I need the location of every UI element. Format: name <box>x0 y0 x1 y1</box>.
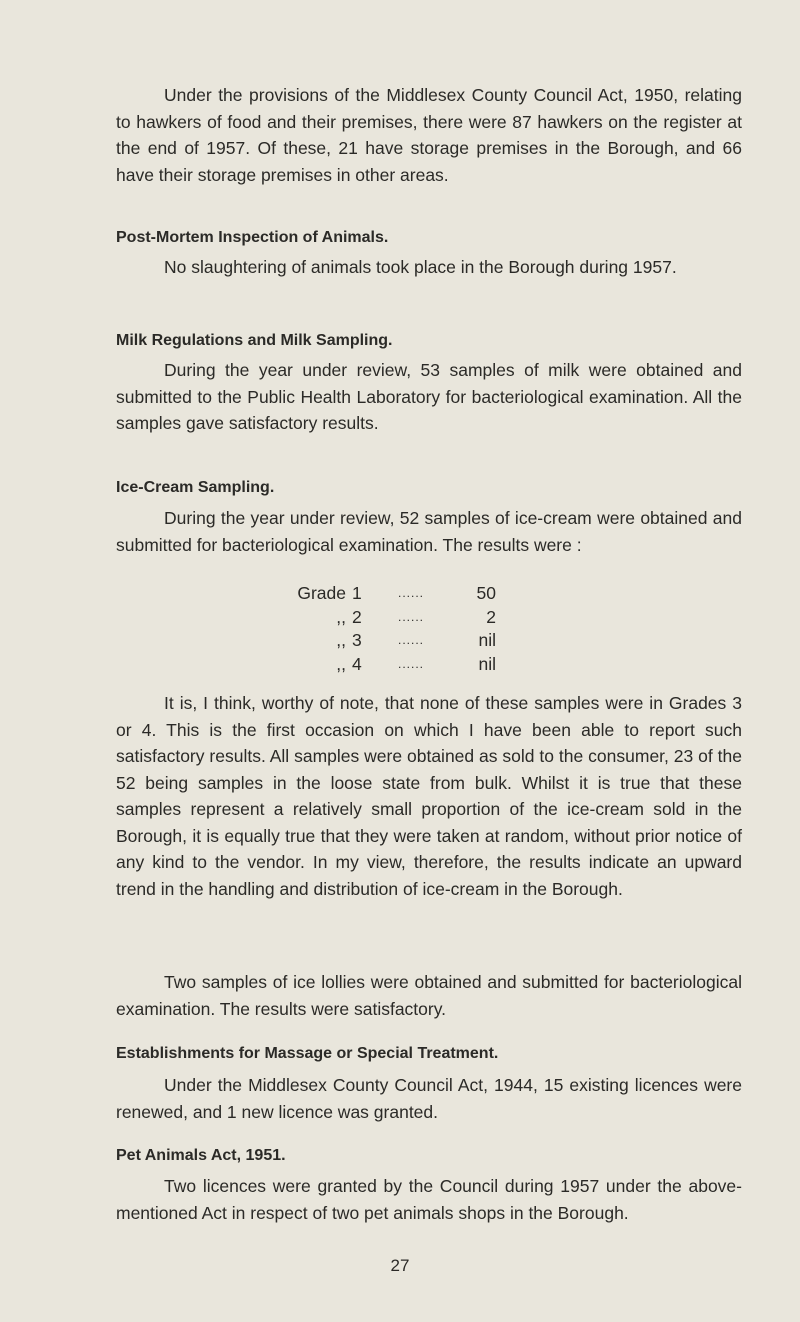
icecream-text: During the year under review, 52 samples of ice-cream were obtained and submitted for bacteriological examination. The results were : <box>116 508 742 555</box>
grade-row <box>280 582 496 606</box>
massage-section <box>116 1043 742 1065</box>
grade-label: ,, <box>336 606 346 627</box>
grade-label: ,, <box>336 653 346 674</box>
leader-dots: ...... <box>397 633 424 647</box>
icecream-note-body <box>116 690 742 902</box>
post-mortem-heading: Post-Mortem Inspection of Animals. <box>116 229 389 246</box>
pet-heading: Pet Animals Act, 1951. <box>116 1147 286 1164</box>
pet-text: Two licences were granted by the Council during 1957 under the above-mentioned Act in respect of two pet animals shops in the Borough. <box>116 1176 742 1223</box>
pet-body <box>116 1173 742 1226</box>
post-mortem-section <box>116 227 742 249</box>
post-mortem-body <box>116 254 742 281</box>
milk-heading: Milk Regulations and Milk Sampling. <box>116 332 393 349</box>
milk-text: During the year under review, 53 samples of milk were obtained and submitted to the Public Health Laboratory for bacteriological examination. All the samples gave satisfactory results. <box>116 360 742 433</box>
massage-body <box>116 1072 742 1125</box>
leader-dots: ...... <box>397 586 424 600</box>
grade-label: Grade <box>297 583 346 603</box>
grade-value: 50 <box>476 583 496 603</box>
grade-value: nil <box>478 630 496 650</box>
grade-value: nil <box>478 653 496 674</box>
icecream-section <box>116 477 742 499</box>
grade-row <box>280 629 496 653</box>
milk-section <box>116 330 742 352</box>
icecream-heading: Ice-Cream Sampling. <box>116 479 275 496</box>
grade-row <box>280 606 496 630</box>
massage-text: Under the Middlesex County Council Act, 1944, 15 existing licences were renewed, and 1 new licence was granted. <box>116 1075 742 1122</box>
leader-dots: ...... <box>397 609 424 624</box>
massage-heading: Establishments for Massage or Special Treatment. <box>116 1045 499 1062</box>
grade-number: 3 <box>352 630 362 650</box>
hawkers-text: Under the provisions of the Middlesex County Council Act, 1950, relating to hawkers of food and their premises, there were 87 hawkers on the register at the end of 1957. Of these, 21 have storage premises in the Borough, and 66 have their storage premises in other areas. <box>116 85 742 185</box>
grade-number: 4 <box>352 653 362 674</box>
grade-label: ,, <box>336 630 346 650</box>
grades-table <box>280 582 496 676</box>
grade-value: 2 <box>486 606 496 627</box>
leader-dots: ...... <box>397 656 424 671</box>
grade-row <box>280 653 496 677</box>
lollies-text: Two samples of ice lollies were obtained and submitted for bacteriological examination. The results were satisfactory. <box>116 972 742 1019</box>
grade-number: 1 <box>352 583 362 603</box>
page-number: 27 <box>390 1256 410 1275</box>
icecream-note-text: It is, I think, worthy of note, that none of these samples were in Grades 3 or 4. This is the first occasion on which I have been able to report such satisfactory results. All samples were obtained as sold to the consumer, 23 of the 52 being samples in the loose state from bulk. Whilst it is true that these samples represent a relatively small proportion of the ice-cream sold in the Borough, it is equally true that they were taken at random, without prior notice of any kind to the vendor. In my view, therefore, the results indicate an upward trend in the handling and distribution of ice-cream in the Borough. <box>116 693 742 899</box>
grade-number: 2 <box>352 606 362 627</box>
post-mortem-text: No slaughtering of animals took place in the Borough during 1957. <box>164 257 677 277</box>
pet-section <box>116 1145 742 1167</box>
milk-body <box>116 357 742 437</box>
hawkers-paragraph <box>116 82 742 188</box>
lollies-body <box>116 969 742 1022</box>
icecream-body <box>116 505 742 558</box>
